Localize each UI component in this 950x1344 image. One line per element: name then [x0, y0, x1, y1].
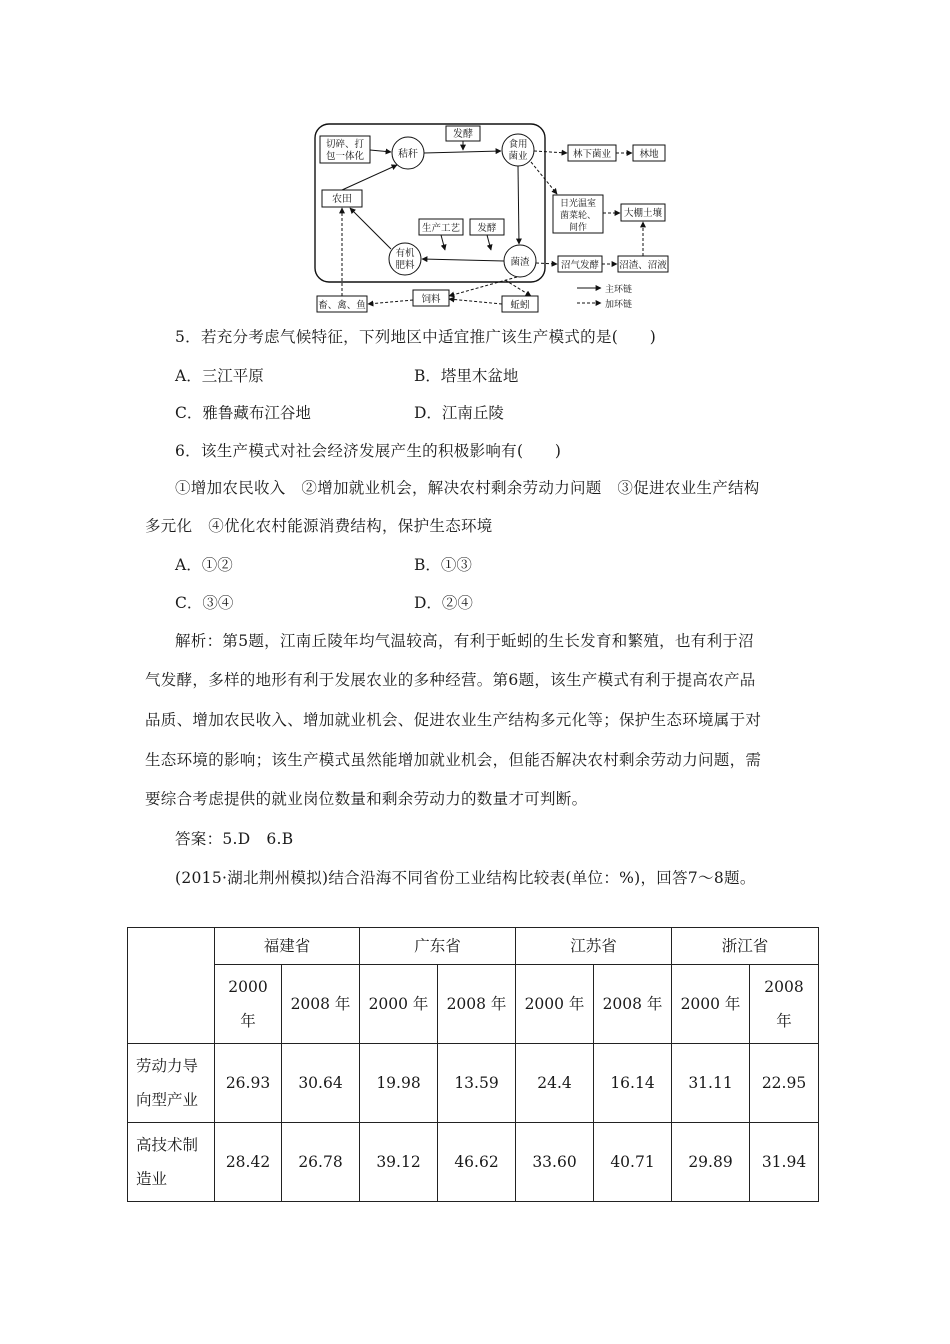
slurry-label: 沼渣、沼液 — [619, 260, 667, 271]
table-corner-cell — [128, 928, 215, 1044]
ferment-top-label: 发酵 — [453, 129, 473, 140]
crush-label-1: 切碎、打 — [325, 139, 365, 150]
greenhouse-label-3: 间作 — [568, 223, 588, 233]
greenhouse-label-2: 菌菜轮、 — [559, 211, 597, 221]
row-label-cell — [128, 1123, 215, 1202]
crush-label-2: 包一体化 — [325, 151, 365, 162]
row-label-text: 劳动力导 向型产业 — [136, 1057, 199, 1109]
analysis-line-1: 解析：第5题，江南丘陵年均气温较高，有利于蚯蚓的生长发育和繁殖，也有利于沼 — [175, 632, 754, 650]
q5-option-a: A．三江平原 — [175, 367, 264, 385]
year-cell — [750, 965, 819, 1044]
process-label: 生产工艺 — [421, 223, 461, 234]
value-cell: 28.42 — [215, 1123, 282, 1202]
table-header-row — [128, 928, 819, 965]
value-cell: 31.11 — [672, 1044, 750, 1123]
q5-option-c: C．雅鲁藏布江谷地 — [175, 404, 311, 422]
value-cell: 33.60 — [516, 1123, 594, 1202]
intro-line: (2015·湖北荆州模拟)结合沿海不同省份工业结构比较表(单位：%)，回答7～8题。 — [175, 869, 756, 887]
q6-option-d: D．②④ — [414, 594, 473, 612]
mushroom-label-1: 食用 — [508, 139, 528, 150]
eco-cycle-diagram — [305, 118, 695, 320]
year-cell: 2008 年 — [438, 965, 516, 1044]
year-cell: 2000 年 — [516, 965, 594, 1044]
analysis-line-3: 品质、增加农民收入、增加就业机会、促进农业生产结构多元化等；保护生态环境属于对 — [145, 711, 762, 729]
legend-main-label: 主环链 — [605, 285, 633, 295]
mushroom-label-2: 菌业 — [508, 151, 528, 162]
value-cell: 16.14 — [594, 1044, 672, 1123]
province-cell: 广东省 — [360, 928, 516, 965]
q6-option-c: C．③④ — [175, 594, 234, 612]
year-cell: 2008 年 — [594, 965, 672, 1044]
table-row — [128, 1123, 819, 1202]
value-cell: 40.71 — [594, 1123, 672, 1202]
straw-label: 秸秆 — [398, 149, 418, 160]
year-cell: 2000 年 — [360, 965, 438, 1044]
answer-line: 答案：5.D 6.B — [175, 830, 294, 848]
biogas-label: 沼气发酵 — [560, 260, 600, 271]
row-label-cell — [128, 1044, 215, 1123]
q5-option-b: B．塔里木盆地 — [414, 367, 519, 385]
livestock-label: 畜、禽、鱼 — [318, 300, 366, 311]
analysis-line-4: 生态环境的影响；该生产模式虽然能增加就业机会，但能否解决农村剩余劳动力问题，需 — [145, 751, 762, 769]
value-cell: 31.94 — [750, 1123, 819, 1202]
greenhouse-label-1: 日光温室 — [559, 199, 597, 209]
q6-option-b: B．①③ — [414, 556, 472, 574]
forest-label: 林地 — [639, 149, 659, 160]
year-text: 2008 年 — [764, 978, 804, 1030]
q6-option-a: A．①② — [175, 556, 233, 574]
fertilizer-label-2: 肥料 — [395, 260, 415, 271]
feed-label: 饲料 — [421, 294, 441, 305]
analysis-line-2: 气发酵，多样的地形有利于发展农业的多种经营。第6题，该生产模式有利于提高农产品 — [145, 671, 756, 689]
province-cell: 浙江省 — [672, 928, 819, 965]
analysis-line-5: 要综合考虑提供的就业岗位数量和剩余劳动力的数量才可判断。 — [145, 790, 588, 808]
ferment-mid-label: 发酵 — [477, 223, 497, 234]
q6-items-line-2: 多元化 ④优化农村能源消费结构，保护生态环境 — [145, 517, 493, 535]
province-cell: 福建省 — [215, 928, 360, 965]
soil-label: 大棚土壤 — [623, 208, 663, 219]
value-cell: 22.95 — [750, 1044, 819, 1123]
legend-added-label: 加环链 — [605, 300, 633, 310]
q5-stem: 5．若充分考虑气候特征，下列地区中适宜推广该生产模式的是( ) — [175, 328, 657, 346]
province-cell: 江苏省 — [516, 928, 672, 965]
farmland-label: 农田 — [332, 194, 352, 205]
year-cell: 2008 年 — [282, 965, 360, 1044]
industry-structure-table — [127, 927, 819, 1202]
residue-label: 菌渣 — [510, 257, 530, 268]
year-cell — [215, 965, 282, 1044]
year-cell: 2000 年 — [672, 965, 750, 1044]
value-cell: 19.98 — [360, 1044, 438, 1123]
fertilizer-label-1: 有机 — [395, 248, 415, 259]
forest-mushroom-label: 林下菌业 — [572, 149, 612, 160]
value-cell: 13.59 — [438, 1044, 516, 1123]
value-cell: 30.64 — [282, 1044, 360, 1123]
eco-cycle-svg — [305, 118, 695, 320]
row-label-text: 高技术制 造业 — [136, 1136, 199, 1188]
table-row — [128, 1044, 819, 1123]
q6-stem: 6．该生产模式对社会经济发展产生的积极影响有( ) — [175, 442, 562, 460]
value-cell: 39.12 — [360, 1123, 438, 1202]
value-cell: 26.93 — [215, 1044, 282, 1123]
q5-option-d: D．江南丘陵 — [414, 404, 504, 422]
value-cell: 26.78 — [282, 1123, 360, 1202]
value-cell: 46.62 — [438, 1123, 516, 1202]
q6-items-line-1: ①增加农民收入 ②增加就业机会，解决农村剩余劳动力问题 ③促进农业生产结构 — [175, 479, 760, 497]
earthworm-label: 蚯蚓 — [510, 300, 530, 311]
value-cell: 29.89 — [672, 1123, 750, 1202]
table-year-row — [128, 965, 819, 1044]
value-cell: 24.4 — [516, 1044, 594, 1123]
year-text: 2000 年 — [228, 978, 268, 1030]
